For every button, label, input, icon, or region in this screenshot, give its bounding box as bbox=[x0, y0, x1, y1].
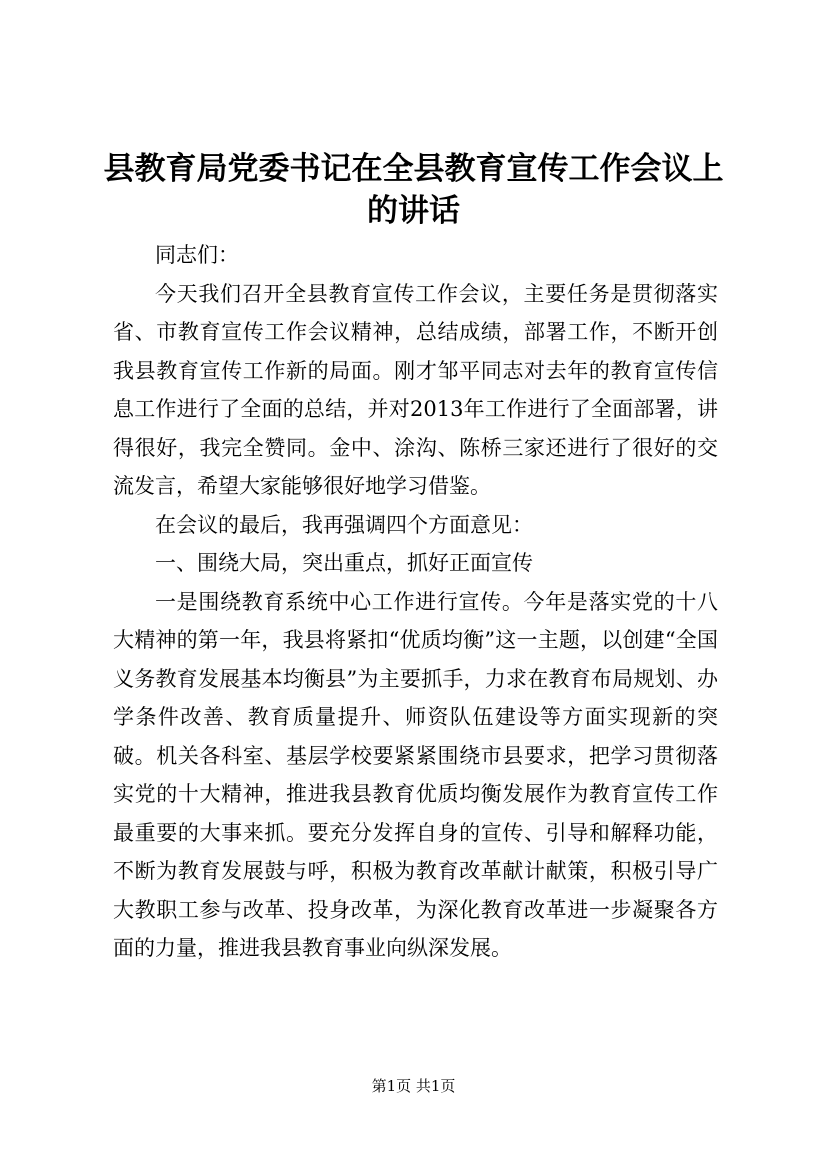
paragraph-transition: 在会议的最后，我再强调四个方面意见： bbox=[155, 512, 533, 537]
page-footer: 第1页 共1页 bbox=[371, 1077, 456, 1095]
salutation: 同志们： bbox=[155, 243, 239, 267]
document-body bbox=[113, 236, 718, 968]
paragraph-intro: 今天我们召开全县教育宣传工作会议，主要任务是贯彻落实省、市教育宣传工作会议精神，总结成绩，部署工作，不断开创我县教育宣传工作新的局面。刚才邹平同志对去年的教育宣传信息工作进行了全面的总结，并对2013年工作进行了全面部署，讲得很好，我完全赞同。金中、涂沟、陈桥三家还进行了很好的交流发言，希望大家能够很好地学习借鉴。 bbox=[113, 281, 718, 498]
section-heading-1: 一、围绕大局，突出重点，抓好正面宣传 bbox=[155, 551, 533, 575]
paragraph-point-1: 一是围绕教育系统中心工作进行宣传。今年是落实党的十八大精神的第一年，我县将紧扣“优质均衡”这一主题，以创建“全国义务教育发展基本均衡县”为主要抓手，力求在教育布局规划、办学条件改善、教育质量提升、师资队伍建设等方面实现新的突破。机关各科室、基层学校要紧紧围绕市县要求，把学习贯彻落实党的十大精神，推进我县教育优质均衡发展作为教育宣传工作最重要的大事来抓。要充分发挥自身的宣传、引导和解释功能，不断为教育发展鼓与呼，积极为教育改革献计献策，积极引导广大教职工参与改革、投身改革，为深化教育改革进一步凝聚各方面的力量，推进我县教育事业向纵深发展。 bbox=[113, 589, 718, 960]
document-title: 县教育局党委书记在全县教育宣传工作会议上的讲话 bbox=[103, 151, 724, 229]
